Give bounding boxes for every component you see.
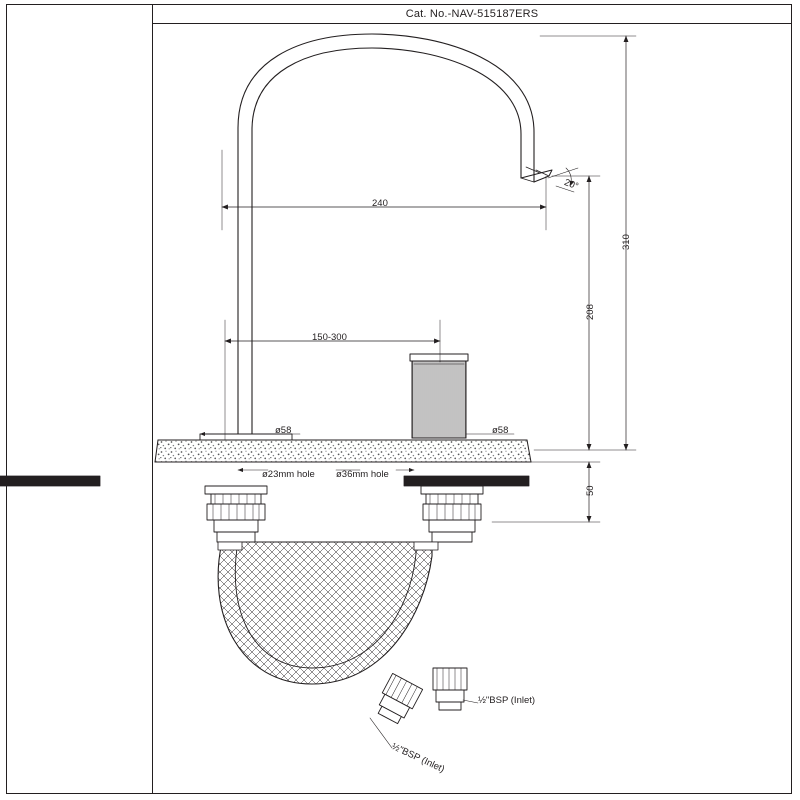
dimension-label-below-deck: 50 bbox=[585, 485, 596, 496]
dimension-label-spread: 150-300 bbox=[312, 332, 347, 343]
dimension-label-inlet-left: ½"BSP (Inlet) bbox=[389, 741, 447, 776]
catalog-number-label: Cat. No.-NAV-515187ERS bbox=[405, 7, 539, 20]
dimension-label-hole-center: ø36mm hole bbox=[336, 469, 389, 480]
dimension-label-spout-reach: 240 bbox=[372, 198, 388, 209]
dimension-label-total-height: 310 bbox=[621, 234, 632, 250]
dimension-label-angle: 20° bbox=[562, 177, 580, 193]
dimension-label-flange-left: ø58 bbox=[275, 425, 292, 436]
dimension-label-flange-right: ø58 bbox=[492, 425, 509, 436]
dimension-label-hole-left: ø23mm hole bbox=[262, 469, 315, 480]
dimension-label-inlet-right: ½"BSP (Inlet) bbox=[478, 695, 536, 706]
dimension-label-spout-height: 208 bbox=[585, 304, 596, 320]
